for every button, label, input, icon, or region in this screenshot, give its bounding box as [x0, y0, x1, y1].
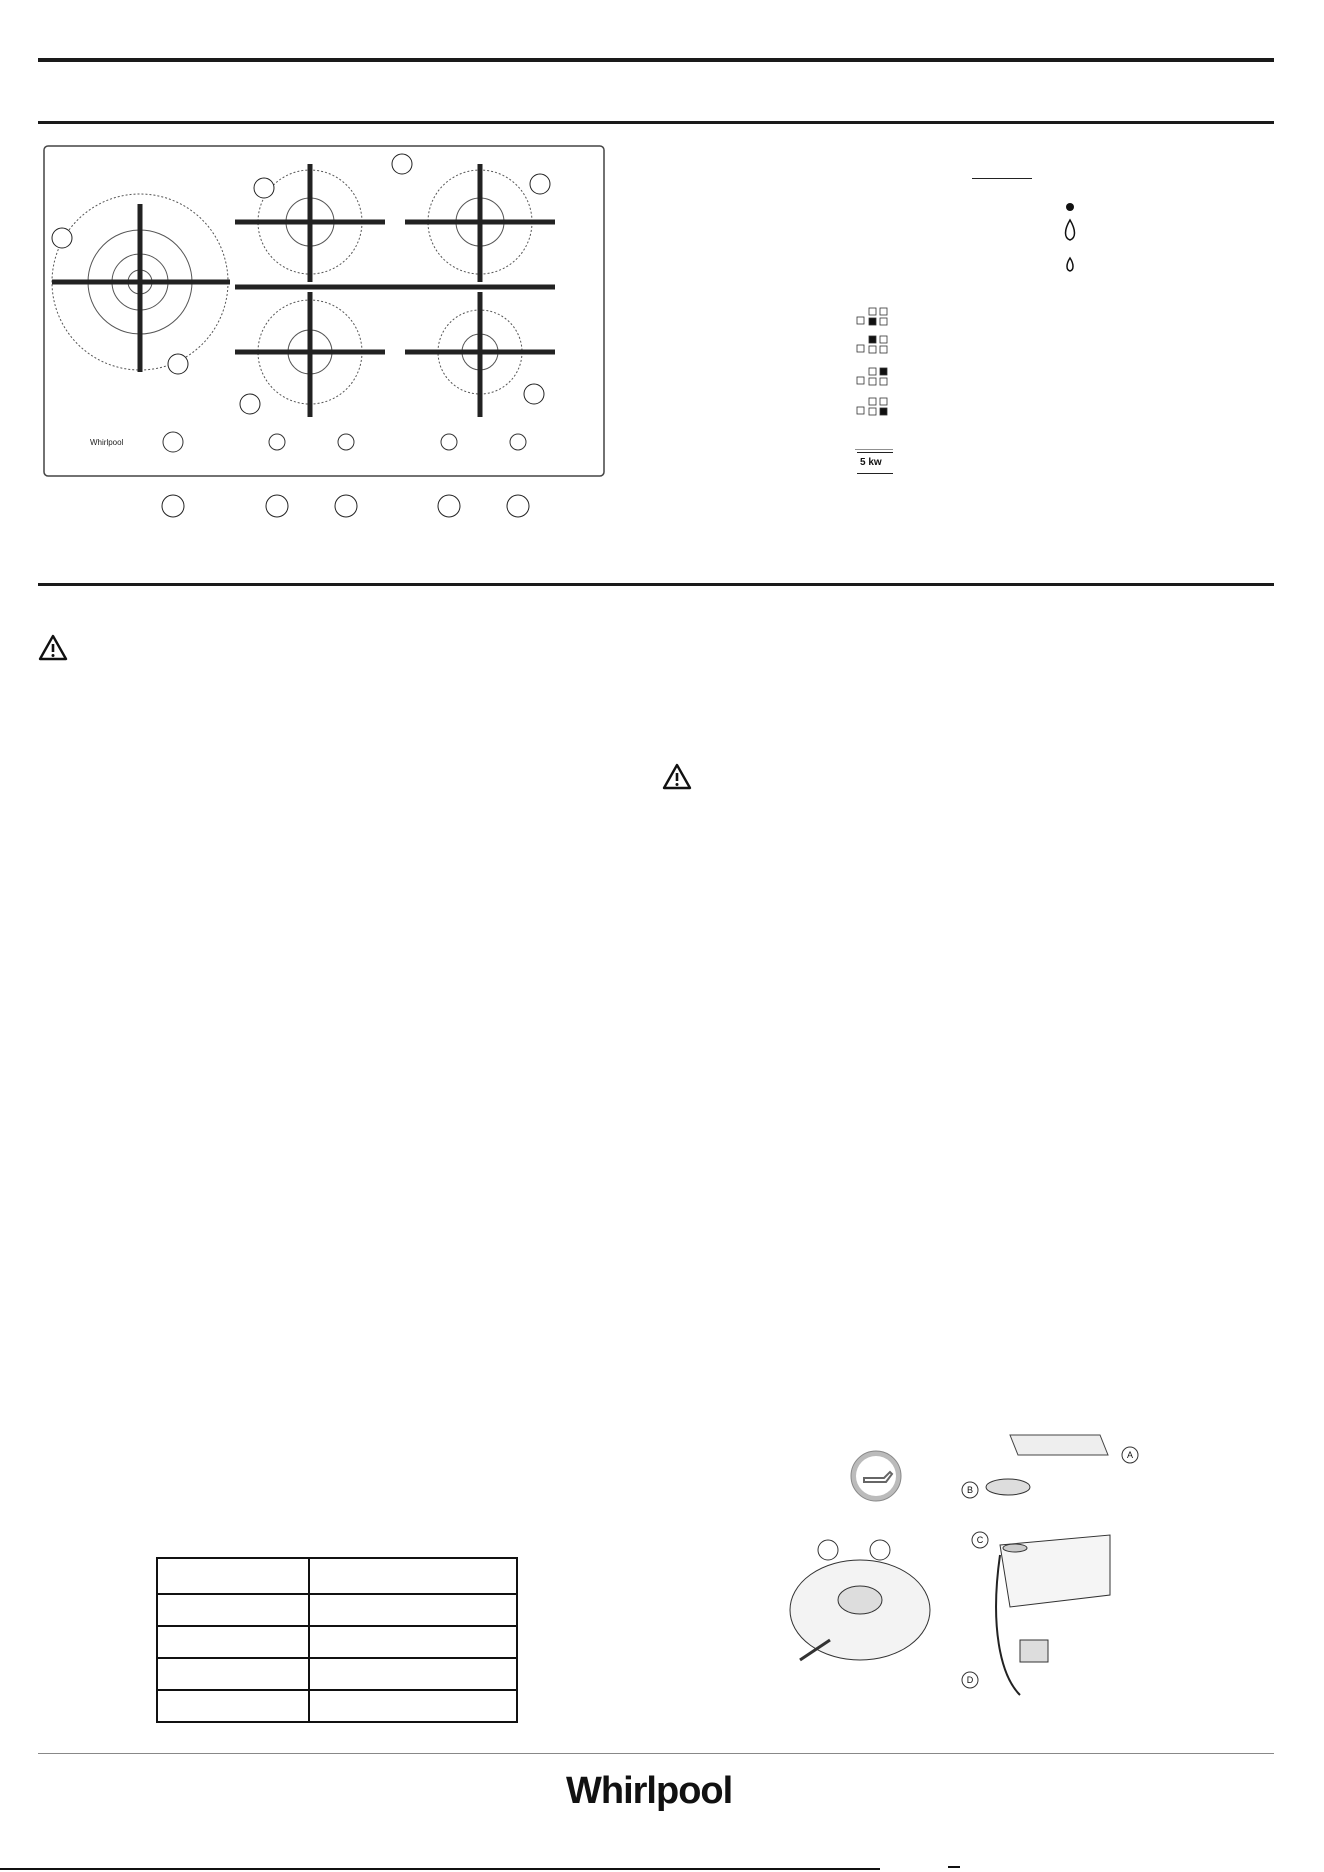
table-row [157, 1594, 517, 1626]
top-rule-1 [38, 58, 1274, 62]
knob-3 [338, 434, 354, 450]
top-rule-2 [38, 121, 1274, 124]
knob-1 [163, 432, 183, 452]
table-row [157, 1626, 517, 1658]
table-row [157, 1690, 517, 1722]
glove-icon [848, 1448, 904, 1504]
legend-bottom-line [857, 473, 893, 474]
power-label: 5 kw [860, 457, 882, 468]
warning-icon-2 [662, 762, 692, 792]
legend-rule [972, 178, 1032, 179]
burner-assembly-illustration [780, 1530, 940, 1680]
letter-d: D [966, 1675, 974, 1685]
legend-top-line [857, 452, 893, 453]
mid-rule [38, 583, 1274, 586]
hob-logo: Whirlpool [90, 438, 124, 447]
bottom-mark [948, 1866, 960, 1868]
letter-b: B [966, 1485, 974, 1495]
small-flame-icon [1067, 258, 1073, 271]
dot-icon [1066, 203, 1074, 211]
table-row [157, 1658, 517, 1690]
knob-4 [441, 434, 457, 450]
knob-5 [510, 434, 526, 450]
legend-icons [1058, 198, 1082, 278]
footer-rule [38, 1753, 1274, 1754]
wok-burner [52, 194, 230, 372]
bottom-line [0, 1868, 880, 1870]
knobs [163, 432, 526, 452]
cleaning-illustration [960, 1425, 1160, 1725]
large-flame-icon [1066, 220, 1075, 240]
knob-2 [269, 434, 285, 450]
footer-logo: Whirlpool [566, 1770, 733, 1812]
callouts [52, 154, 550, 517]
warning-icon [38, 633, 68, 663]
letter-a: A [1126, 1450, 1134, 1460]
data-table [156, 1557, 518, 1723]
hob-diagram [40, 142, 610, 532]
letter-c: C [976, 1535, 984, 1545]
power-level-grids [855, 305, 895, 450]
table-row [157, 1558, 517, 1594]
